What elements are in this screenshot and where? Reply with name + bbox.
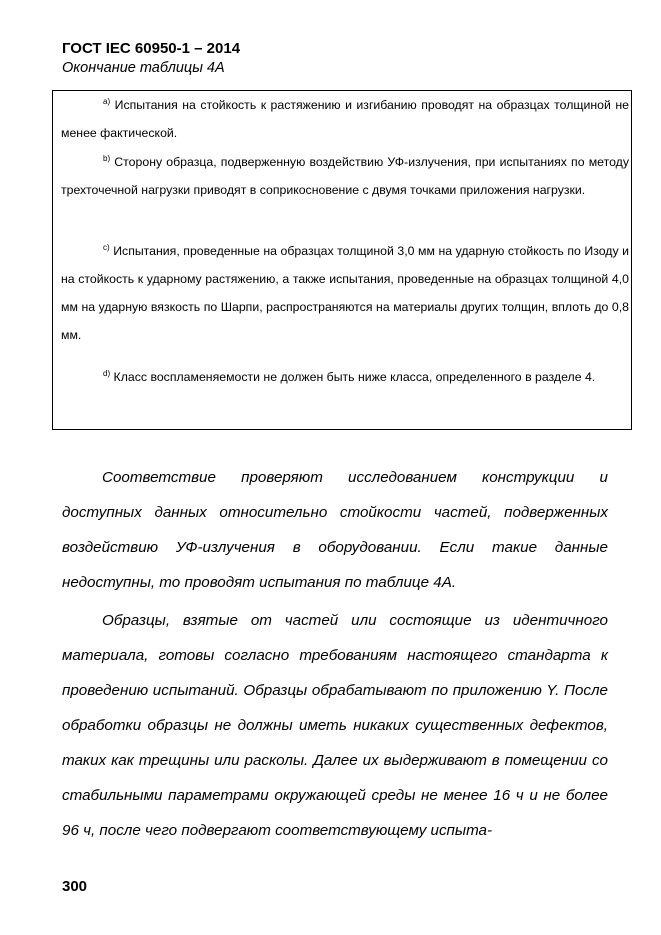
note-marker: c) xyxy=(103,243,110,252)
table-caption: Окончание таблицы 4А xyxy=(62,60,225,76)
table-notes-box xyxy=(52,90,632,430)
page-header xyxy=(62,40,240,77)
paragraph-text: Соответствие проверяют исследованием конструкции и доступных данных относительно стойкости частей, подверженных воздействию УФ-излучения в оборудовании. Если такие данные недоступны, то проводят испытания по таблице 4А. xyxy=(62,469,608,591)
paragraph-compliance xyxy=(62,460,608,600)
table-note-d xyxy=(61,363,629,391)
table-note-c xyxy=(61,237,629,349)
note-marker: b) xyxy=(103,154,111,163)
note-marker: a) xyxy=(103,97,111,106)
note-text: Класс воспламеняемости не должен быть ниже класса, определенного в разделе 4. xyxy=(113,370,596,384)
note-text: Сторону образца, подверженную воздействию УФ-излучения, при испытаниях по методу трехточечной нагрузки приводят в соприкосновение с двумя точками приложения нагрузки. xyxy=(61,155,629,197)
note-marker: d) xyxy=(103,369,111,378)
page-number: 300 xyxy=(62,878,88,895)
standard-title: ГОСТ IEC 60950-1 – 2014 xyxy=(62,40,241,57)
note-text: Испытания, проведенные на образцах толщиной 3,0 мм на ударную стойкость по Изоду и на стойкость к ударному растяжению, а также испытания, проведенные на образцах толщиной 4,0 мм на ударную вязкость по Шарпи, распространяются на материалы других толщин, вплоть до 0,8 мм. xyxy=(61,244,629,342)
note-text: Испытания на стойкость к растяжению и изгибанию проводят на образцах толщиной не менее фактической. xyxy=(61,98,629,140)
table-note-b xyxy=(61,148,629,204)
paragraph-text: Образцы, взятые от частей или состоящие из идентичного материала, готовы согласно требованиям настоящего стандарта к проведению испытаний. Образцы обрабатывают по приложению Y. После обработки образцы не должны иметь никаких существенных дефектов, таких как трещины или расколы. Далее их выдерживают в помещении со стабильными параметрами окружающей среды не менее 16 ч и не более 96 ч, после чего подвергают соответствующему испыта- xyxy=(62,612,608,839)
paragraph-samples xyxy=(62,603,608,848)
table-note-a xyxy=(61,91,629,147)
